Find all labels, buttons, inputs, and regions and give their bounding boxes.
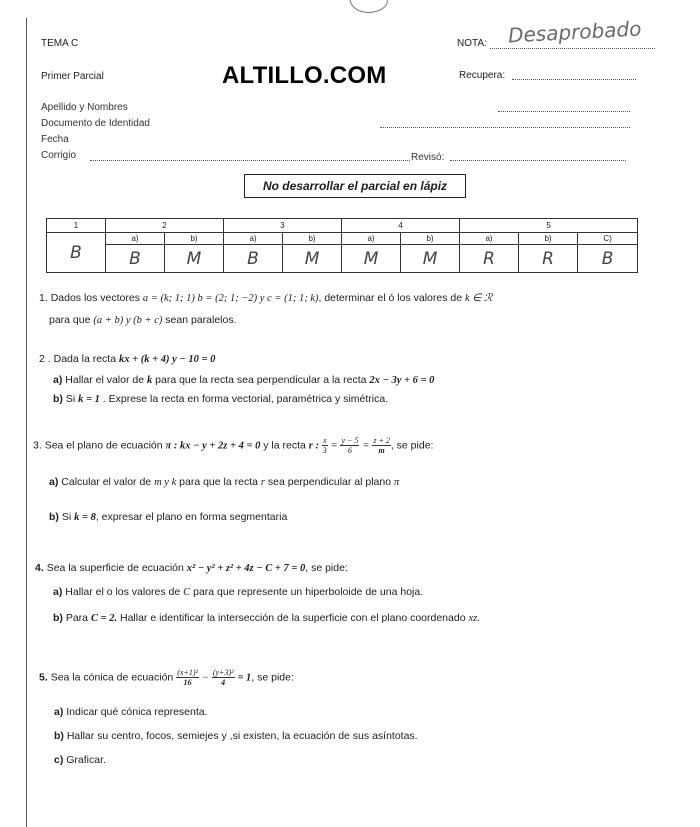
grid-group-1: 1 [47, 219, 106, 233]
exercise-1-k-domain: k ∈ ℛ [464, 293, 493, 304]
top-scribble [340, 0, 400, 20]
fraction-numerator: (x+1)² [177, 668, 198, 677]
exercise-3-text: Calcular el valor de [61, 476, 152, 488]
grid-answer: R [542, 248, 554, 269]
exercise-4-text: para que represente un hiperboloide de una hoja. [193, 586, 424, 598]
nota-label: NOTA: [457, 38, 487, 49]
exercise-4-number: 4. [35, 562, 44, 574]
grid-sublabel: a) [106, 233, 165, 245]
exercise-3-text: sea perpendicular al plano [267, 476, 392, 488]
exercise-5-number: 5. [39, 671, 48, 684]
grid-group-2: 2 [106, 219, 224, 233]
exercise-1-sums: (a + b) y (b + c) [93, 315, 163, 326]
grid-answer-cell [165, 245, 224, 273]
exercise-4-math: C = 2. [90, 613, 118, 624]
exercise-2-equation: kx + (k + 4) y − 10 = 0 [118, 354, 216, 365]
exercise-1-text: sean paralelos. [165, 314, 237, 326]
exercise-3-fraction [322, 436, 328, 455]
exercise-2-math: k = 1 [78, 394, 100, 405]
nota-handwritten: Desaprobado [507, 16, 642, 48]
fraction-denominator: 16 [183, 678, 192, 687]
exercise-5-fraction [176, 668, 199, 687]
fraction-denominator: m [378, 446, 385, 455]
exercise-2-b-label: b) [53, 393, 63, 405]
exercise-4-line-1 [35, 562, 348, 574]
grid-answer-cell [519, 245, 578, 273]
exercise-3-math: m y k [154, 477, 177, 488]
exercise-4-text: Hallar el o los valores de [65, 586, 181, 598]
exercise-3-fraction [372, 436, 391, 455]
exercise-3-text: Sea el plano de ecuación [44, 439, 163, 452]
grid-answer: B [247, 248, 259, 269]
grid-group-5: 5 [460, 219, 638, 233]
grid-answer-cell [106, 245, 165, 273]
exercise-5-math: = 1 [237, 672, 252, 684]
exercise-5-c [54, 754, 106, 766]
site-logo: ALTILLO.COM [222, 62, 387, 89]
primer-parcial-label: Primer Parcial [41, 71, 104, 82]
fraction-numerator: x [322, 436, 327, 445]
grid-answer: M [186, 248, 202, 269]
grid-answer: R [483, 248, 495, 269]
exercise-3-a-label: a) [49, 476, 59, 488]
exercise-2-a [53, 374, 434, 386]
exercise-5-b-label: b) [54, 730, 64, 742]
grid-answer: B [129, 248, 141, 269]
exercise-4-b-label: b) [53, 612, 63, 624]
exercise-1-text: para que [49, 314, 91, 326]
exercise-5-line-1: 5. Sea la cónica de ecuación $\frac{\text{(x+1)²}}{16}$ − $\frac{\text{(y+3)²}}{4}$ = 1, se pide: [39, 668, 294, 687]
grid-sublabel: b) [519, 233, 578, 245]
exercise-3-line-1: 3. Sea el plano de ecuación π : kx − y + 2z + 4 = 0 y la recta r : $\frac{x}{3}$ = $\frac{y - 5}{6}$ = $\frac{z + 2}{m}$ , se pide: [33, 436, 434, 455]
exercise-3-line-name: r : [308, 440, 320, 452]
exercise-2-text: para que la recta sea perpendicular a la recta [155, 374, 367, 386]
exercise-2-number: 2 . [39, 353, 51, 365]
exercise-2-text: Hallar el valor de [65, 374, 145, 386]
exercise-1-vectors: a = (k; 1; 1) b = (2; 1; −2) y c = (1; 1; k) [142, 293, 319, 304]
exercise-3-math: k = 8 [74, 512, 96, 523]
grid-sublabel: b) [165, 233, 224, 245]
documento-label: Documento de Identidad [41, 118, 150, 129]
grid-group-3: 3 [224, 219, 342, 233]
tema-label: TEMA C [41, 38, 79, 49]
fraction-denominator: 4 [221, 678, 226, 687]
recupera-line [512, 79, 636, 80]
exercise-2-b [53, 393, 388, 405]
exercise-2-text: Si [65, 393, 76, 405]
exercise-5-b [54, 730, 418, 742]
grid-answer: B [601, 248, 614, 269]
exercise-1-text: Dados los vectores [50, 292, 140, 304]
exercise-2-a-label: a) [53, 374, 63, 386]
exercise-3-text: , expresar el plano en forma segmentaria [95, 511, 288, 523]
corrigio-line [90, 160, 410, 161]
exercise-4-a-label: a) [53, 586, 63, 598]
fraction-numerator: z + 2 [373, 436, 390, 445]
exercise-5-text: Indicar qué cónica representa. [66, 706, 208, 718]
fecha-label: Fecha [41, 134, 69, 145]
nota-line [490, 48, 655, 49]
grid-sublabel: b) [401, 233, 460, 245]
grid-answer-cell [578, 245, 638, 273]
grid-sublabel: C) [578, 233, 638, 245]
grid-answer: B [70, 242, 82, 263]
recupera-label: Recupera: [459, 70, 506, 81]
pencil-notice: No desarrollar el parcial en lápiz [244, 174, 466, 198]
exercise-4-text: , se pide: [305, 562, 348, 574]
exercise-5-fraction [212, 668, 235, 687]
exercise-2-text: . Exprese la recta en forma vectorial, paramétrica y simétrica. [102, 393, 389, 405]
exercise-4-text: Sea la superficie de ecuación [46, 562, 184, 574]
grid-answer-cell [401, 245, 460, 273]
exercise-3-b-label: b) [49, 511, 59, 523]
exercise-3-text: para que la recta [179, 476, 258, 488]
exercise-3-b [49, 511, 287, 523]
page-edge-line [26, 18, 27, 827]
grid-answer-cell [224, 245, 283, 273]
exercise-3-text: y la recta [263, 439, 306, 452]
exercise-1-text: , determinar el ó los valores de [318, 292, 463, 304]
grid-answer-cell [47, 233, 106, 273]
exercise-5-text: Sea la cónica de ecuación [50, 671, 174, 684]
exercise-5-text: Graficar. [66, 754, 106, 766]
apellido-line [498, 111, 630, 112]
exercise-5-a [54, 706, 208, 718]
exercise-4-math: xz. [468, 613, 480, 624]
exercise-4-equation: x² − y² + z² + 4z − C + 7 = 0 [186, 563, 306, 574]
grid-answer: M [304, 248, 320, 269]
fraction-numerator: y − 5 [341, 436, 359, 445]
exercise-1-line-1 [39, 292, 492, 304]
documento-line [380, 127, 630, 128]
exercise-1-number: 1. [39, 292, 48, 304]
exercise-5-c-label: c) [54, 754, 64, 766]
grid-answer-cell [283, 245, 342, 273]
exercise-2-line-1 [39, 353, 215, 365]
exercise-3-math: π [394, 477, 400, 488]
exercise-4-a [53, 586, 423, 598]
exercise-4-text: Hallar e identificar la intersección de la superficie con el plano coordenado [120, 612, 466, 624]
exercise-3-plane-equation: π : kx − y + 2z + 4 = 0 [165, 440, 261, 452]
exercise-4-text: Para [65, 612, 89, 624]
apellido-label: Apellido y Nombres [41, 102, 128, 113]
exercise-3-a [49, 476, 399, 488]
exercise-3-number: 3. [33, 439, 42, 452]
grid-answer: M [363, 248, 379, 269]
exercise-5-text: , se pide: [251, 671, 294, 684]
exercise-4-b [53, 612, 480, 624]
exercise-5-text: Hallar su centro, focos, semiejes y ,si existen, la ecuación de sus asíntotas. [66, 730, 418, 742]
grid-answer: M [422, 248, 438, 269]
grid-sublabel: a) [460, 233, 519, 245]
exercise-3-text: Si [61, 511, 72, 523]
exercise-2-text: Dada la recta [53, 353, 117, 365]
grid-answer-cell [460, 245, 519, 273]
fraction-numerator: (y+3)² [212, 668, 234, 677]
exercise-5-a-label: a) [54, 706, 64, 718]
grid-sublabel: b) [283, 233, 342, 245]
fraction-denominator: 6 [347, 446, 352, 455]
reviso-line [450, 160, 626, 161]
fraction-denominator: 3 [322, 446, 327, 455]
grid-answer-cell [342, 245, 401, 273]
exercise-3-math: r [260, 477, 265, 488]
exercise-1-line-2 [49, 314, 237, 326]
exercise-2-math: k [146, 375, 153, 386]
answer-grid [46, 218, 638, 273]
grid-group-4: 4 [342, 219, 460, 233]
exercise-4-math: C [183, 587, 191, 598]
corrigio-label: Corrigio [41, 150, 77, 161]
exercise-2-line-equation: 2x − 3y + 6 = 0 [369, 375, 435, 386]
exercise-3-text: , se pide: [390, 439, 434, 452]
grid-sublabel: a) [342, 233, 401, 245]
grid-sublabel: a) [224, 233, 283, 245]
exercise-3-fraction [340, 436, 359, 455]
reviso-label: Revisó: [411, 152, 445, 163]
